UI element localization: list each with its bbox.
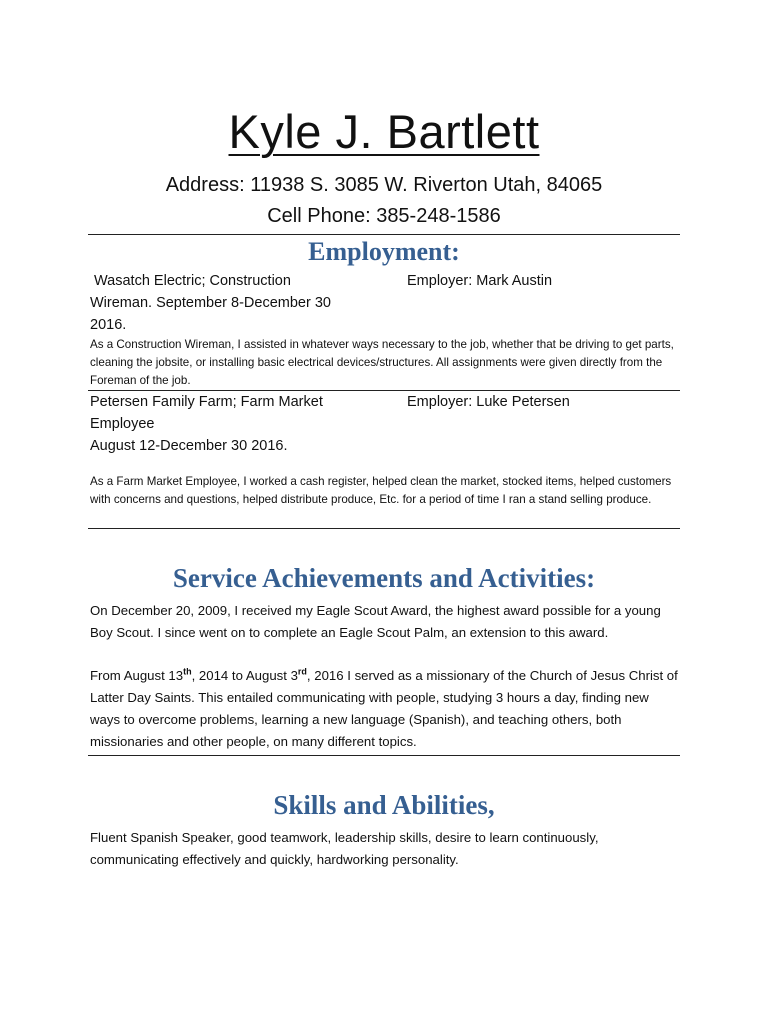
divider-top: [88, 234, 680, 235]
job1-title-line2: Wireman. September 8-December 30: [90, 295, 331, 311]
job1-title: [90, 270, 390, 336]
job2-employer: Employer: Luke Petersen: [407, 394, 570, 410]
job1-title-line1: Wasatch Electric; Construction: [90, 273, 291, 289]
job2-title-line1: Petersen Family Farm; Farm Market: [90, 394, 323, 410]
divider-employment-end: [88, 528, 680, 529]
service-heading: Service Achievements and Activities:: [172, 563, 596, 593]
job2-description: As a Farm Market Employee, I worked a cash register, helped clean the market, stocked items, helped customers with concerns and questions, helped distribute produce, Etc. for a period of time I ran a stand selling produce.: [90, 475, 672, 506]
resume-name-text: Kyle J. Bartlett: [228, 105, 540, 158]
job2-title-line2: Employee: [90, 416, 155, 432]
phone-line: Cell Phone: 385-248-1586: [267, 205, 501, 227]
service-p2-start: From August 13: [90, 668, 184, 683]
service-paragraph-1: On December 20, 2009, I received my Eagle Scout Award, the highest award possible for a young Boy Scout. I since went on to complete an Eagle Scout Palm, an extension to this award.: [90, 603, 661, 640]
job1-employer: Employer: Mark Austin: [407, 273, 553, 289]
job1-description: As a Construction Wireman, I assisted in whatever ways necessary to the job, whether that be driving to get parts, cleaning the jobsite, or installing basic electrical devices/structures. All assignments were given directly from the Foreman of the job.: [90, 338, 674, 387]
service-paragraph-2: [90, 665, 680, 753]
service-p2-end: , 2016 I served as a missionary of the Church of Jesus Christ of Latter Day Saints. This entailed communicating with people, studying 3 hours a day, finding new ways to overcome problems, learning a new language (Spanish), and teaching others, both missionaries and other people, on many different topics.: [90, 668, 678, 749]
address-line: Address: 11938 S. 3085 W. Riverton Utah, 84065: [165, 174, 603, 196]
service-p2-mid: , 2014 to August 3: [191, 668, 298, 683]
skills-heading: Skills and Abilities,: [273, 790, 495, 820]
divider-service-end: [88, 755, 680, 756]
employment-heading: Employment:: [308, 237, 460, 266]
service-p2-sup-rd: rd: [297, 666, 307, 677]
service-p2-sup-th: th: [183, 666, 192, 677]
job2-title: [90, 391, 390, 457]
job1-title-line3: 2016.: [90, 317, 127, 333]
skills-text: Fluent Spanish Speaker, good teamwork, leadership skills, desire to learn continuously, communicating effectively and quickly, hardworking personality.: [90, 830, 599, 867]
job2-title-line3: August 12-December 30 2016.: [90, 438, 288, 454]
resume-name: [0, 104, 768, 160]
